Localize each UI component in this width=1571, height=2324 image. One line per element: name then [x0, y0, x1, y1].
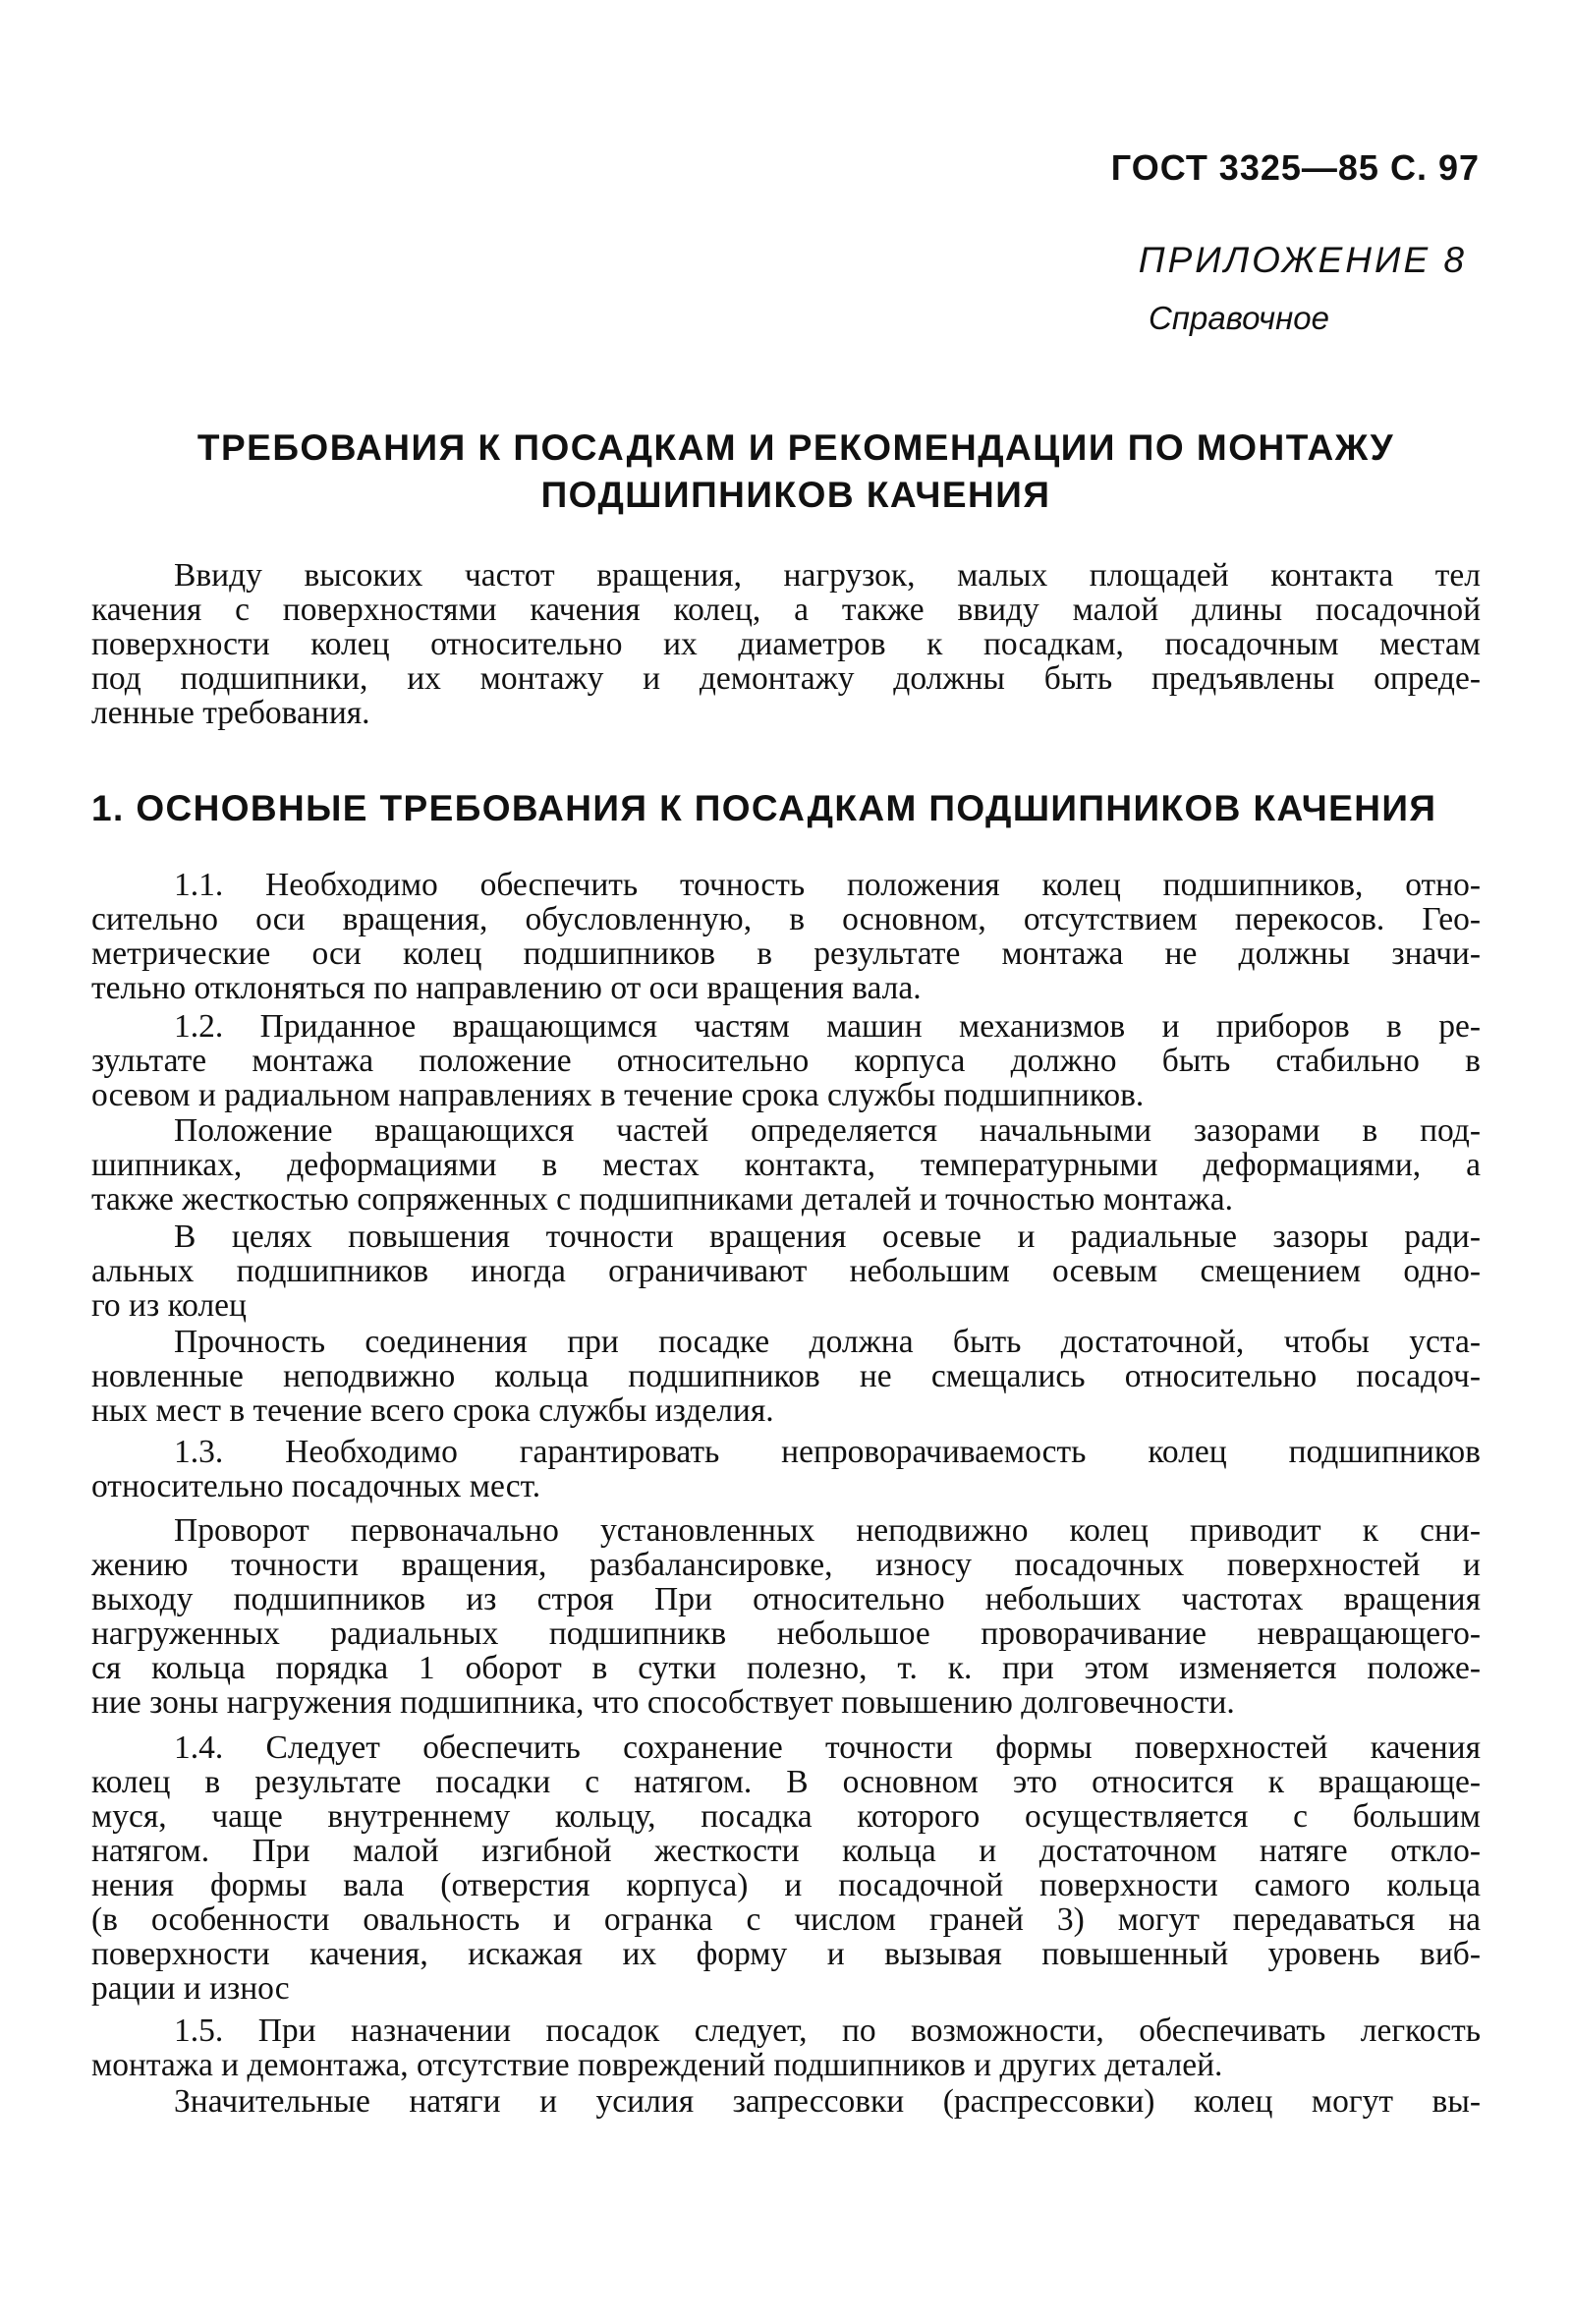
text-line: качения с поверхностями качения колец, а также ввиду малой длины посадочной [91, 592, 1481, 628]
title-line: ТРЕБОВАНИЯ К ПОСАДКАМ И РЕКОМЕНДАЦИИ ПО МОНТАЖУ [196, 427, 1395, 468]
text-line: муся, чаще внутреннему кольцу, посадка которого осуществляется с большим [91, 1798, 1481, 1835]
title-line: ПОДШИПНИКОВ КАЧЕНИЯ [540, 475, 1051, 515]
text-line: новленные неподвижно кольца подшипников не смещались относительно посадоч- [91, 1358, 1481, 1394]
text-line: осевом и радиальном направлениях в течение срока службы подшипников. [91, 1077, 1145, 1113]
text-line: Проворот первоначально установленных неподвижно колец приводит к сни- [174, 1512, 1481, 1549]
paragraph-1-1 [91, 868, 1481, 1005]
paragraph-1-2c [91, 1219, 1481, 1323]
section-heading: 1. ОСНОВНЫЕ ТРЕБОВАНИЯ К ПОСАДКАМ ПОДШИПНИКОВ КАЧЕНИЯ [91, 788, 1437, 828]
text-line: 1.1. Необходимо обеспечить точность положения колец подшипников, отно- [174, 867, 1481, 903]
text-line: под подшипники, их монтажу и демонтажу должны быть предъявлены опреде- [91, 660, 1481, 697]
document-title [157, 425, 1434, 519]
text-line: Прочность соединения при посадке должна быть достаточной, чтобы уста- [174, 1324, 1481, 1360]
text-line: нагруженных радиальных подшипникв небольшое проворачивание невращающего- [91, 1615, 1481, 1652]
text-line: Ввиду высоких частот вращения, нагрузок, малых площадей контакта тел [174, 557, 1481, 594]
paragraph-1-2d [91, 1325, 1481, 1428]
text-line: го из колец [91, 1287, 247, 1324]
text-line: также жесткостью сопряженных с подшипниками деталей и точностью монтажа. [91, 1181, 1233, 1218]
paragraph-1-2b [91, 1113, 1481, 1217]
text-line: сительно оси вращения, обусловленную, в основном, отсутствием перекосов. Гео- [91, 901, 1481, 937]
paragraph-1-5 [91, 2013, 1481, 2082]
text-line: относительно посадочных мест. [91, 1468, 541, 1504]
page-header: ГОСТ 3325—85 С. 97 [1110, 147, 1480, 188]
text-line: жению точности вращения, разбалансировке, износу посадочных поверхностей и [91, 1547, 1481, 1583]
text-line: поверхности качения, искажая их форму и вызывая повышенный уровень виб- [91, 1936, 1481, 1972]
paragraph-1-3 [91, 1435, 1481, 1503]
text-line: ся кольца порядка 1 оборот в сутки полезно, т. к. при этом изменяется положе- [91, 1650, 1481, 1686]
text-line: Положение вращающихся частей определяется начальными зазорами в под- [174, 1112, 1481, 1149]
text-line: Значительные натяги и усилия запрессовки (распрессовки) колец могут вы- [174, 2083, 1481, 2120]
text-line: зультате монтажа положение относительно корпуса должно быть стабильно в [91, 1043, 1481, 1079]
text-line: нения формы вала (отверстия корпуса) и посадочной поверхности самого кольца [91, 1867, 1481, 1903]
text-line: В целях повышения точности вращения осевые и радиальные зазоры ради- [174, 1219, 1481, 1255]
text-line: альных подшипников иногда ограничивают небольшим осевым смещением одно- [91, 1253, 1481, 1289]
text-line: 1.5. При назначении посадок следует, по возможности, обеспечивать легкость [174, 2012, 1481, 2049]
text-line: метрические оси колец подшипников в результате монтажа не должны значи- [91, 935, 1481, 972]
appendix-type: Справочное [1148, 300, 1329, 336]
text-line: натягом. При малой изгибной жесткости кольца и достаточном натяге откло- [91, 1833, 1481, 1869]
text-line: ние зоны нагружения подшипника, что способствует повышению долговечности. [91, 1684, 1235, 1721]
appendix-label: ПРИЛОЖЕНИЕ 8 [1138, 240, 1467, 280]
text-line: ных мест в течение всего срока службы изделия. [91, 1392, 774, 1429]
paragraph-1-5b [91, 2084, 1481, 2119]
paragraph-1-2 [91, 1009, 1481, 1112]
text-line: тельно отклоняться по направлению от оси вращения вала. [91, 970, 922, 1006]
text-line: шипниках, деформациями в местах контакта, температурными деформациями, а [91, 1147, 1481, 1183]
text-line: 1.3. Необходимо гарантировать непроворачиваемость колец подшипников [174, 1434, 1481, 1470]
paragraph-1-4 [91, 1730, 1481, 2006]
intro-paragraph [91, 558, 1481, 730]
text-line: ленные требования. [91, 695, 370, 731]
text-line: рации и износ [91, 1970, 290, 2007]
text-line: колец в результате посадки с натягом. В основном это относится к вращающе- [91, 1764, 1481, 1800]
paragraph-1-3b [91, 1513, 1481, 1720]
text-line: монтажа и демонтажа, отсутствие повреждений подшипников и других деталей. [91, 2047, 1223, 2083]
text-line: поверхности колец относительно их диаметров к посадкам, посадочным местам [91, 626, 1481, 662]
text-line: 1.4. Следует обеспечить сохранение точности формы поверхностей качения [174, 1729, 1481, 1766]
text-line: 1.2. Приданное вращающимся частям машин механизмов и приборов в ре- [174, 1008, 1481, 1045]
text-line: (в особенности овальность и огранка с числом граней 3) могут передаваться на [91, 1901, 1481, 1938]
text-line: выходу подшипников из строя При относительно небольших частотах вращения [91, 1581, 1481, 1617]
